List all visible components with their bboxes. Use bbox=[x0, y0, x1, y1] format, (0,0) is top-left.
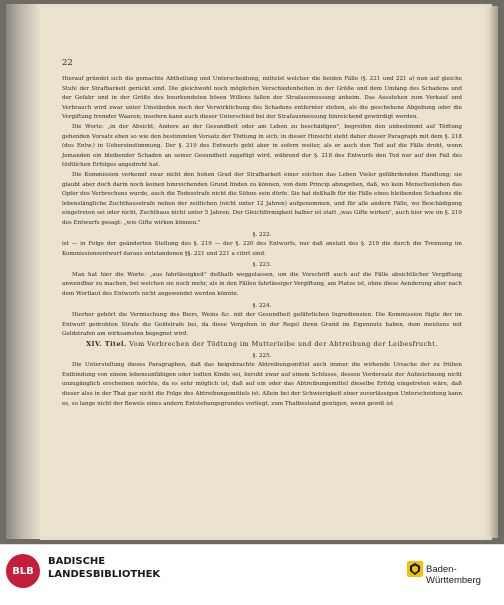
blb-logo: BLB bbox=[6, 554, 40, 588]
section-222-text: ist — in Folge der geänderten Stellung des §. 219 — der §. 220 des Entwurfs, nur daß anstatt des §. 219 die durch die Trennung im Kommissionsentwurf daraus entstandenen §§. 221 und 221 a citirt sind. bbox=[62, 241, 462, 257]
library-name bbox=[48, 555, 160, 581]
page-text bbox=[62, 75, 462, 409]
page-number: 22 bbox=[62, 58, 73, 68]
paragraph: Hierauf gründet sich die gemachte Abtheilung und Unterscheidung, mittelst welcher die beiden Fälle (§. 221 und 221 a) nun auf gleiche Stufe der Strafbarkeit gerückt sind. Die gleichwohl noch möglichen Verschiedenheiten in der Größe und dem Umfang des Schadens und der Gefahr und in der Größe des beurkundeten bösen Willens fallen der Strafausmessung anheim. Das Ausstehen zum Verkauf und Verbrauch wird zwar unter Umständen noch der Verwirklichung des Schadens entfernter stehen, als die geschehene Abgebung oder die Vergiftung fremder Waaren; insofern kann auch dieser Unterschied bei der Strafausmessung hinreichend gewürdigt werden. bbox=[62, 76, 462, 121]
section-number-223: §. 223. bbox=[252, 262, 272, 269]
book-spine bbox=[6, 4, 40, 539]
section-number-222: §. 222. bbox=[252, 231, 272, 238]
section-225-text: Die Unterstellung dieses Paragraphen, daß das beigebrachte Abtreibungsmittel auch immer die wirkende Ursache der zu frühen Entbindung von einem lebensunfähigen oder todten Kinde sei, beruht zwar auf einem Schlusse, dessen Vordersatz der Aufzeichnung nicht unzugänglich erscheinen möchte, da es sehr möglich ist, daß auf ein oder das Abtreibungsmittel dieselbe Erfolg eingetreten wäre, daß dieser also in der That gar nicht die Folge des Abtreibungsmittels ist. Allein bei der Schwierigkeit einer zuverlässigen Unterscheidung kann es, so lange nicht der Beweis eines andern Entstehungsgrundes vorliegt, zum Thatbestand genügen, wenn gewiß ist bbox=[62, 362, 462, 407]
page-edge bbox=[490, 6, 498, 538]
section-224-text: Hierher gehört die Vermischung des Biers, Weins &c. mit der Gesundheit gefährlichen Ingredienzien. Die Kommission fügte der im Entwurf gedrohten Strafe die Geldstrafe bei, da diese Vergehen in der Regel ihren Grund im Eigennutz haben, dem meistens mit Geldstrafen am wirksamsten begegnet wird. bbox=[62, 312, 462, 338]
chapter-title-main: Vom Verbrechen der Tödtung im Mutterleibe und der Abtreibung der Leibesfrucht. bbox=[129, 340, 438, 349]
section-number-224: §. 224. bbox=[252, 302, 272, 309]
library-name-line1: BADISCHE bbox=[48, 556, 106, 567]
chapter-title bbox=[62, 340, 462, 350]
paragraph: Die Kommission verkennt zwar nicht den hohen Grad der Strafbarkeit einer solchen das Leben Vieler gefährdenden Handlung; sie glaubt aber doch darin noch keinen hinreichenden Grund finden zu können, von dem Princip abzugehen, daß, wo kein Menschenleben das Opfer des Verbrechens wurde, auch die Todesstrafe nicht die Sühne sein dürfe. Sie hat deßhalb für die Fälle eines bleibenden Schadens die lebenslängliche Zuchthausstrafe neben der zeitlichen (nicht unter 12 Jahren) aufgenommen, und für alle andern Fälle, wo Beschädigung eingetreten sei oder nicht, Zuchthaus nicht unter 5 Jahren. Der Gleichförmigkeit halber ist statt „was Gifte wirken", auch hier wie im §. 219 des Entwurfs gesagt: „wie Gifte wirken können." bbox=[62, 171, 462, 226]
section-number-225: §. 225. bbox=[252, 352, 272, 359]
chapter-title-prefix: XIV. Titel. bbox=[86, 340, 127, 349]
coat-of-arms-icon bbox=[406, 560, 424, 578]
state-name: Baden-Württemberg bbox=[426, 564, 481, 586]
paragraph: Die Worte: „in der Absicht, Andere an der Gesundheit oder am Leben zu beschädigen", begreifen den unbestimmt auf Tödtung gehenden Vorsatz eben so wie den bestimmten Vorsatz der Tödtung in sich; in dieser Hinsicht steht daher dieser Paragraph mit dem §. 218 (des Entw.) in Uebereinstimmung. Der §. 219 des Entwurfs geht aber in sofern weiter, als er auch den Tod auf die Fälle droht, wenn Jemanden ein bleibender Schaden an seiner Gesundheit zugefügt wird, während der §. 218 des Entwurfs den Tod nur auf den Fall des tödtlichen Erfolges angedroht hat. bbox=[62, 123, 462, 169]
library-name-line2: LANDESBIBLIOTHEK bbox=[48, 569, 161, 580]
section-223-text: Man hat hier die Worte: „aus fahrlässigkeit" deßhalb weggelassen, um die Vorschrift auch auf die Fälle absichtlicher Vergiftung anwendbar zu machen, bei welchen sie noch mehr, als in den Fällen fahrlässiger Vergiftung, am Platze ist, ohne diese Aenderung aber nach dem Wortlaut des Entwurfs nicht angewendet werden könnte. bbox=[62, 271, 462, 298]
